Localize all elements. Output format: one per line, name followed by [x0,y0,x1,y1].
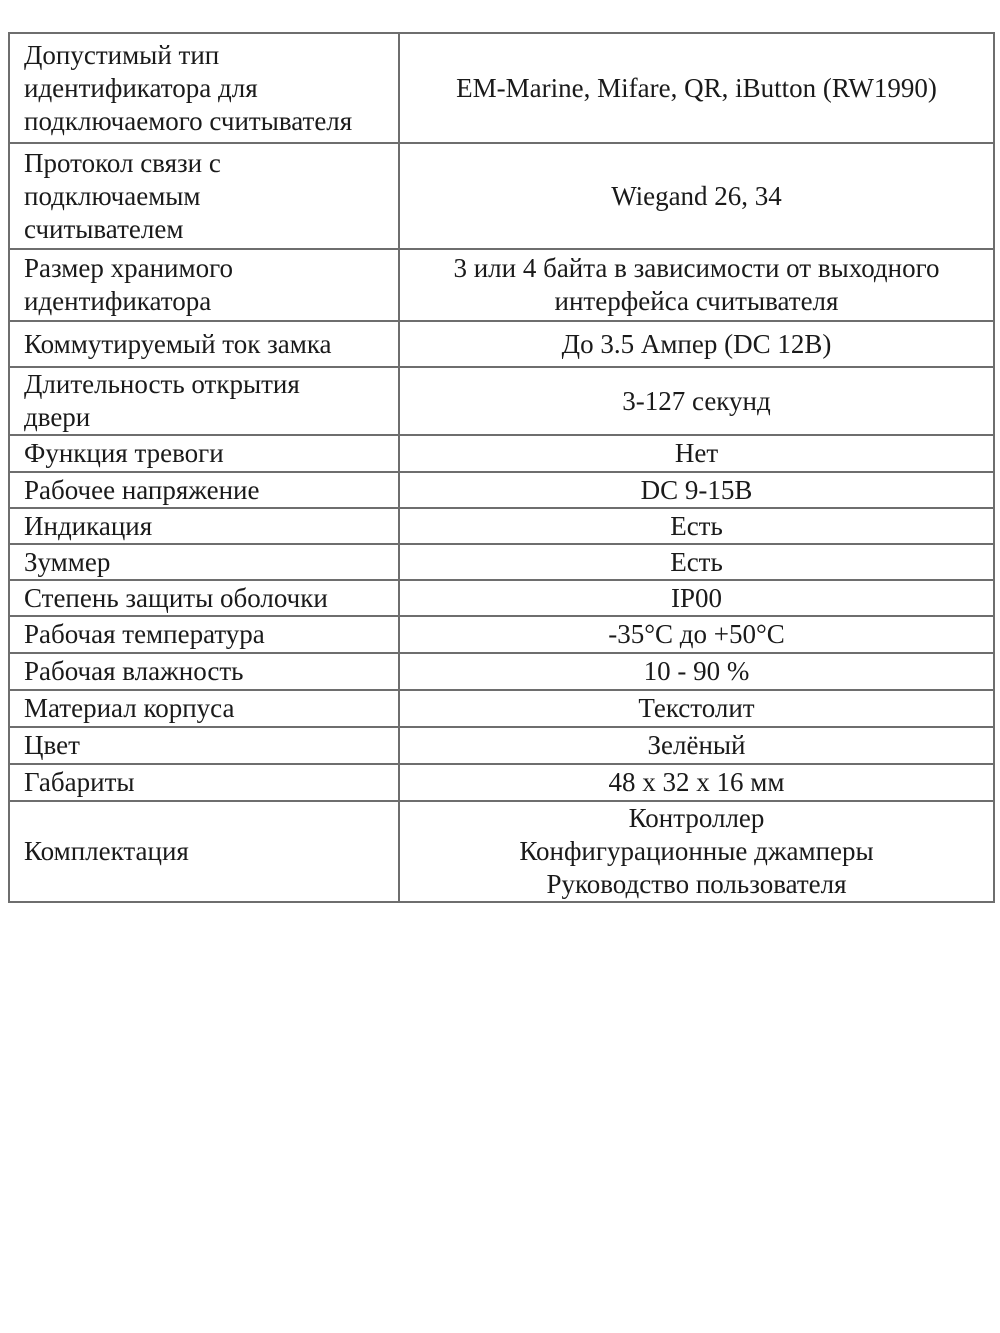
value-cell [399,321,994,367]
table-row [9,321,994,367]
value-text: IP00 [670,582,722,613]
param-text: Протокол связи с [24,147,221,178]
value-text: Контроллер [628,803,765,833]
param-cell [9,616,399,653]
table-row [9,367,994,435]
value-cell [399,33,994,143]
value-text: Руководство пользователя [546,869,847,899]
param-text: подключаемого считывателя [24,105,353,136]
param-cell [9,653,399,690]
value-cell [399,249,994,321]
table-row [9,508,994,544]
param-text: Коммутируемый ток замка [24,328,332,359]
value-text: Есть [670,546,723,577]
value-cell [399,435,994,472]
param-cell [9,544,399,580]
value-text: Wiegand 26, 34 [611,180,782,211]
param-cell [9,435,399,472]
value-cell [399,508,994,544]
table-row [9,653,994,690]
table-row [9,764,994,801]
value-cell [399,801,994,902]
value-text: Конфигурационные джамперы [519,836,874,866]
table-row [9,249,994,321]
value-cell [399,653,994,690]
value-text: Нет [674,438,719,468]
specifications-table [8,32,995,903]
value-text: 3 или 4 байта в зависимости от выходного [453,253,940,283]
table-row [9,727,994,764]
value-text: Текстолит [638,693,755,723]
value-text: -35°C до +50°C [608,619,785,649]
param-text: Индикация [24,510,153,541]
table-row [9,143,994,249]
table-row [9,616,994,653]
param-cell [9,580,399,616]
param-text: считывателем [24,213,184,244]
param-text: двери [24,402,91,432]
value-text: До 3.5 Ампер (DC 12В) [561,328,832,359]
param-cell [9,508,399,544]
param-text: Цвет [24,730,80,760]
table-row [9,580,994,616]
table-row [9,801,994,902]
param-text: Рабочая влажность [24,656,244,686]
param-cell [9,143,399,249]
param-cell [9,727,399,764]
param-cell [9,249,399,321]
param-cell [9,367,399,435]
param-cell [9,33,399,143]
table-row [9,690,994,727]
table-row [9,435,994,472]
param-text: Степень защиты оболочки [24,582,328,613]
param-text: идентификатора для [24,72,258,103]
param-text: Длительность открытия [24,369,300,399]
value-text: Зелёный [647,730,746,760]
value-cell [399,616,994,653]
value-cell [399,367,994,435]
value-cell [399,472,994,508]
param-text: Зуммер [24,546,111,577]
param-cell [9,764,399,801]
value-cell [399,544,994,580]
value-cell [399,690,994,727]
param-cell [9,321,399,367]
table-row [9,33,994,143]
param-text: Материал корпуса [24,693,235,723]
param-text: Рабочее напряжение [24,474,260,505]
param-text: Габариты [24,767,135,797]
param-text: Допустимый тип [24,39,220,70]
table-row [9,472,994,508]
specifications-body [9,33,994,902]
param-text: Функция тревоги [24,438,224,468]
value-text: 3-127 секунд [622,385,771,416]
value-text: интерфейса считывателя [554,286,839,316]
table-row [9,544,994,580]
param-cell [9,801,399,902]
param-text: подключаемым [24,180,201,211]
value-text: 10 - 90 % [643,656,750,686]
value-cell [399,580,994,616]
param-text: Комплектация [24,836,189,866]
param-cell [9,690,399,727]
param-text: Размер хранимого [24,253,233,283]
value-cell [399,143,994,249]
value-text: EM-Marine, Mifare, QR, iButton (RW1990) [456,72,937,103]
value-cell [399,727,994,764]
value-text: DC 9-15В [640,474,753,505]
param-cell [9,472,399,508]
value-text: Есть [670,510,723,541]
value-text: 48 x 32 x 16 мм [608,767,785,797]
param-text: идентификатора [24,286,212,316]
param-text: Рабочая температура [24,619,265,649]
value-cell [399,764,994,801]
